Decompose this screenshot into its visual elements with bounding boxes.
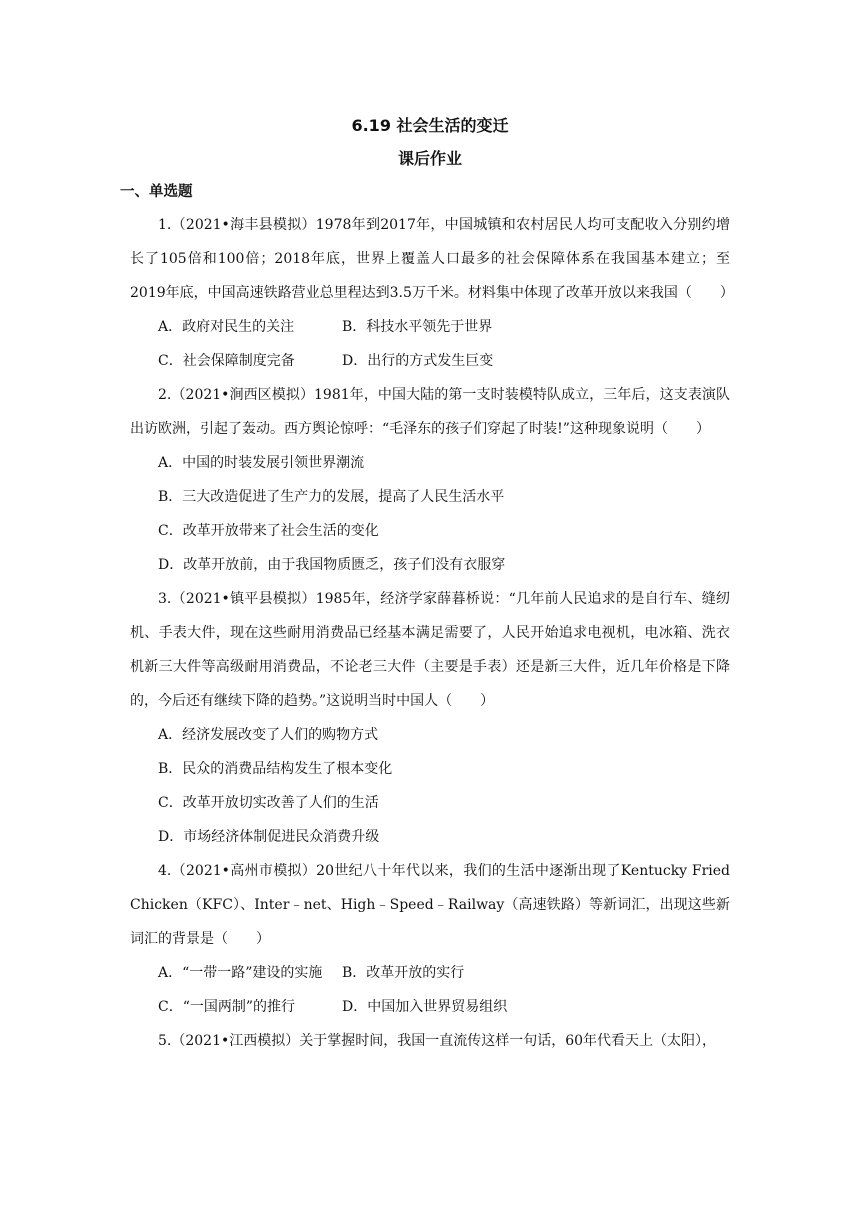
option-a: A．经济发展改变了人们的购物方式 — [158, 727, 379, 743]
question-list — [130, 208, 734, 1058]
option-c: C．社会保障制度完备 — [158, 353, 295, 369]
option-a: A．政府对民生的关注 — [158, 319, 295, 335]
document-title: 6.19 社会生活的变迁 — [351, 116, 509, 135]
document-subtitle: 课后作业 — [397, 149, 462, 168]
option-c: C．改革开放切实改善了人们的生活 — [158, 795, 379, 811]
question-stem: 4.（2021•高州市模拟）20世纪八十年代以来，我们的生活中逐渐出现了Kentucky Fried Chicken（KFC）、Inter﹣net、High﹣Speed﹣Railway（高速铁路）等新词汇，出现这些新词汇的背景是（ ） — [130, 863, 730, 947]
question-stem: 1.（2021•海丰县模拟）1978年到2017年，中国城镇和农村居民人均可支配收入分别约增长了105倍和100倍；2018年底，世界上覆盖人口最多的社会保障体系在我国基本建立；至2019年底，中国高速铁路营业总里程达到3.5万千米。材料集中体现了改革开放以来我国（ ） — [130, 217, 734, 301]
option-d: D．中国加入世界贸易组织 — [342, 999, 508, 1015]
option-a: A．“一带一路”建设的实施 — [158, 965, 323, 981]
question-stem: 5.（2021•江西模拟）关于掌握时间，我国一直流传这样一句话，60年代看天上（太阳）， — [158, 1033, 717, 1049]
option-a: A．中国的时装发展引领世界潮流 — [158, 455, 365, 471]
option-b: B．三大改造促进了生产力的发展，提高了人民生活水平 — [158, 489, 505, 505]
option-b: B．民众的消费品结构发生了根本变化 — [158, 761, 393, 777]
question-stem: 3.（2021•镇平县模拟）1985年，经济学家薛暮桥说：“几年前人民追求的是自行车、缝纫机、手表大件，现在这些耐用消费品已经基本满足需要了，人民开始追求电视机，电冰箱、洗衣机新三大件等高级耐用消费品，不论老三大件（主要是手表）还是新三大件，近几年价格是下降的，今后还有继续下降的趋势。”这说明当时中国人（ ） — [130, 591, 730, 709]
option-row — [130, 956, 730, 990]
option-d: D．市场经济体制促进民众消费升级 — [158, 829, 380, 845]
question-stem: 2.（2021•涧西区模拟）1981年，中国大陆的第一支时装模特队成立，三年后，这支表演队出访欧洲，引起了轰动。西方舆论惊呼：“毛泽东的孩子们穿起了时装!”这种现象说明（ ） — [130, 387, 730, 437]
question-3 — [130, 582, 730, 854]
question-4 — [130, 854, 730, 1024]
option-b: B．科技水平领先于世界 — [342, 319, 493, 335]
section-heading: 一、单选题 — [120, 184, 193, 200]
option-c: C．“一国两制”的推行 — [158, 999, 296, 1015]
question-1 — [130, 208, 734, 378]
option-b: B．改革开放的实行 — [342, 965, 465, 981]
option-d: D．改革开放前，由于我国物质匮乏，孩子们没有衣服穿 — [158, 557, 506, 573]
option-row — [130, 344, 730, 378]
option-row — [130, 990, 730, 1024]
option-d: D．出行的方式发生巨变 — [342, 353, 494, 369]
question-5 — [130, 1024, 730, 1058]
option-c: C．改革开放带来了社会生活的变化 — [158, 523, 379, 539]
option-row — [130, 310, 730, 344]
question-2 — [130, 378, 730, 582]
